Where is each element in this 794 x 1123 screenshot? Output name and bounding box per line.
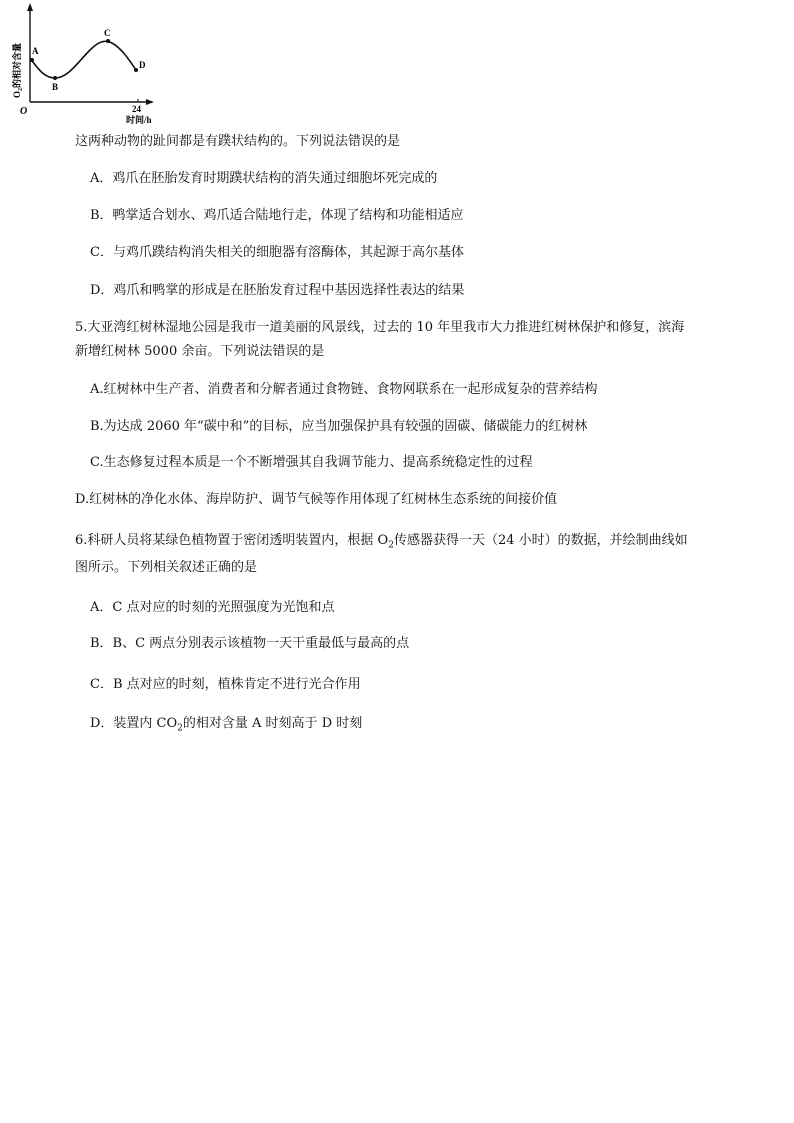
x-axis-arrow (146, 99, 154, 105)
point-c-label: C (104, 28, 111, 38)
y-axis-arrow (27, 3, 33, 11)
q4-stem: 这两种动物的趾间都是有蹼状结构的。下列说法错误的是 (75, 134, 401, 149)
point-a-label: A (32, 46, 39, 56)
origin-label: O (20, 106, 28, 117)
o2-curve-figure (8, 2, 158, 128)
x-axis-label: 时间/h (126, 115, 152, 125)
q4-option-a: A．鸡爪在胚胎发育时期蹼状结构的消失通过细胞坏死完成的 (90, 171, 438, 186)
q6-stem-part2: 传感器获得一天（24 小时）的数据，并绘制曲线如 (393, 533, 688, 548)
q6-option-d-sub: 2 (177, 723, 183, 734)
q5-stem-line2: 新增红树林 5000 余亩。下列说法错误的是 (75, 344, 325, 359)
q6-stem-line1 (75, 533, 688, 554)
q6-option-d-part2: 的相对含量 A 时刻高于 D 时刻 (182, 716, 363, 731)
point-b-label: B (52, 82, 59, 92)
q5-option-d: D.红树林的净化水体、海岸防护、调节气候等作用体现了红树林生态系统的间接价值 (75, 492, 558, 507)
q5-option-c: C.生态修复过程本质是一个不断增强其自我调节能力、提高系统稳定性的过程 (90, 455, 533, 470)
q4-option-c: C．与鸡爪蹼结构消失相关的细胞器有溶酶体，其起源于高尔基体 (90, 245, 464, 260)
q5-stem-line1: 5.大亚湾红树林湿地公园是我市一道美丽的风景线，过去的 10 年里我市大力推进红树林保护和修复，滨海 (75, 320, 685, 335)
q6-option-a: A．C 点对应的时刻的光照强度为光饱和点 (90, 600, 335, 615)
q6-option-b: B．B、C 两点分别表示该植物一天干重最低与最高的点 (90, 636, 410, 651)
q6-option-c: C．B 点对应的时刻，植株肯定不进行光合作用 (90, 677, 361, 692)
x-tick-label: 24 (132, 104, 141, 114)
y-axis-label: $O_2$的相对含量 (12, 42, 24, 98)
q6-option-d (90, 716, 362, 737)
q4-option-d: D．鸡爪和鸭掌的形成是在胚胎发育过程中基因选择性表达的结果 (90, 283, 465, 298)
point-d-label: D (139, 60, 146, 70)
q6-stem-part1: 6.科研人员将某绿色植物置于密闭透明装置内，根据 O (75, 533, 389, 548)
q6-option-d-part1: D．装置内 CO (90, 716, 178, 731)
q4-option-b: B．鸭掌适合划水、鸡爪适合陆地行走，体现了结构和功能相适应 (90, 208, 464, 223)
point-b (53, 76, 57, 80)
point-c (106, 39, 110, 43)
point-a (30, 58, 34, 62)
point-d (134, 68, 138, 72)
q6-stem-line2: 图所示。下列相关叙述正确的是 (75, 560, 258, 575)
q5-option-b: B.为达成 2060 年“碳中和”的目标，应当加强保护具有较强的固碳、储碳能力的红树林 (90, 419, 588, 434)
o2-curve (30, 41, 136, 78)
q5-option-a: A.红树林中生产者、消费者和分解者通过食物链、食物网联系在一起形成复杂的营养结构 (90, 382, 598, 397)
q6-stem-sub: 2 (388, 540, 394, 551)
